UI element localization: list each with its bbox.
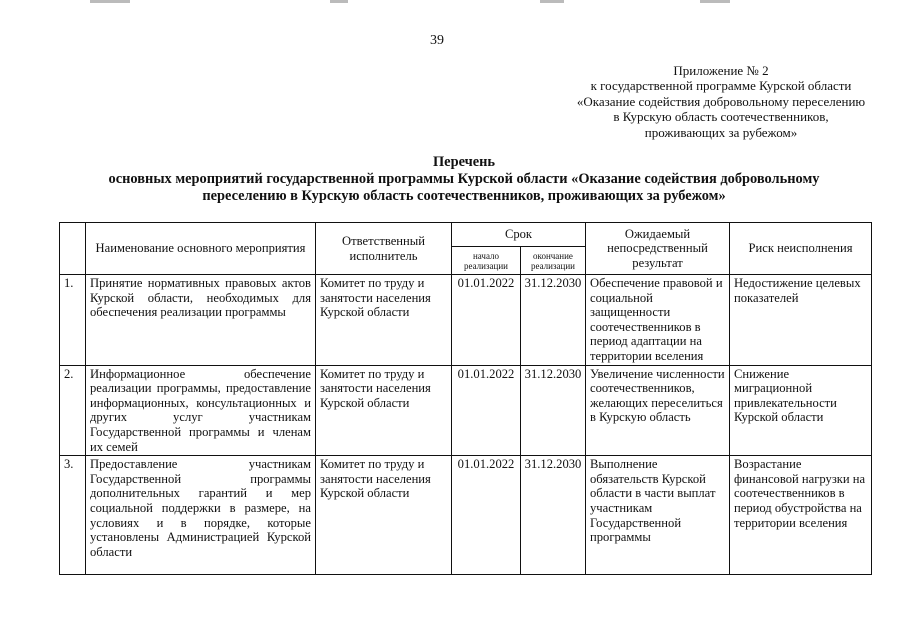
- scan-mark: [330, 0, 348, 3]
- appendix-note: [560, 63, 882, 140]
- events-table: [59, 222, 872, 575]
- event-end: 31.12.2030: [521, 275, 586, 366]
- header-risk: Риск неисполнения: [730, 223, 872, 275]
- header-term: Срок: [452, 223, 586, 247]
- event-start: 01.01.2022: [452, 456, 521, 575]
- table-row: [60, 365, 872, 456]
- table-row: [60, 275, 872, 366]
- header-result: Ожидаемый непосредственный результат: [586, 223, 730, 275]
- event-risk: Недостижение целевых показателей: [730, 275, 872, 366]
- event-result: Выполнение обязательств Курской области в части выплат участникам Государственной программы: [586, 456, 730, 575]
- header-name: Наименование основного мероприятия: [86, 223, 316, 275]
- event-executor: Комитет по труду и занятости населения Курской области: [316, 365, 452, 456]
- event-result: Обеспечение правовой и социальной защищенности соотечественников в период адаптации на территории вселения: [586, 275, 730, 366]
- event-executor: Комитет по труду и занятости населения Курской области: [316, 275, 452, 366]
- document-title: [60, 154, 868, 206]
- event-risk: Снижение миграционной привлекательности Курской области: [730, 365, 872, 456]
- appendix-line: проживающих за рубежом»: [644, 124, 798, 140]
- page-number: 39: [430, 33, 444, 48]
- event-result: Увеличение численности соотечественников, желающих переселиться в Курскую область: [586, 365, 730, 456]
- event-name: Предоставление участникам Государственной программы дополнительных гарантий и мер социальной поддержки в размере, на условиях и в порядке, которые установлены Администрацией Курской области: [86, 456, 316, 575]
- event-risk: Возрастание финансовой нагрузки на соотечественников в период обустройства на территории вселения: [730, 456, 872, 575]
- event-start: 01.01.2022: [452, 365, 521, 456]
- row-number: 1.: [60, 275, 86, 366]
- table-row: [60, 456, 872, 575]
- scan-edge: [0, 0, 905, 4]
- row-number: 3.: [60, 456, 86, 575]
- appendix-line: «Оказание содействия добровольному переселению: [576, 93, 866, 109]
- title-line: Перечень: [432, 154, 496, 170]
- scan-mark: [540, 0, 564, 3]
- event-name: Принятие нормативных правовых актов Курской области, необходимых для обеспечения реализации программы: [86, 275, 316, 366]
- title-line: основных мероприятий государственной программы Курской области «Оказание содействия добровольному: [108, 171, 820, 188]
- event-start: 01.01.2022: [452, 275, 521, 366]
- scan-mark: [90, 0, 130, 3]
- appendix-line: к государственной программе Курской области: [590, 78, 852, 94]
- row-number: 2.: [60, 365, 86, 456]
- appendix-line: Приложение № 2: [673, 63, 769, 78]
- event-end: 31.12.2030: [521, 365, 586, 456]
- appendix-line: в Курскую область соотечественников,: [613, 109, 829, 125]
- event-name: Информационное обеспечение реализации программы, предоставление информационных, консультационных и других услуг участникам Государственной программы и членам их семей: [86, 365, 316, 456]
- header-start: начало реализации: [452, 247, 521, 275]
- header-end: окончание реализации: [521, 247, 586, 275]
- header-executor: Ответственный исполнитель: [316, 223, 452, 275]
- event-executor: Комитет по труду и занятости населения Курской области: [316, 456, 452, 575]
- event-end: 31.12.2030: [521, 456, 586, 575]
- scan-mark: [700, 0, 730, 3]
- title-line: переселению в Курскую область соотечественников, проживающих за рубежом»: [202, 188, 726, 205]
- header-number: [60, 223, 86, 275]
